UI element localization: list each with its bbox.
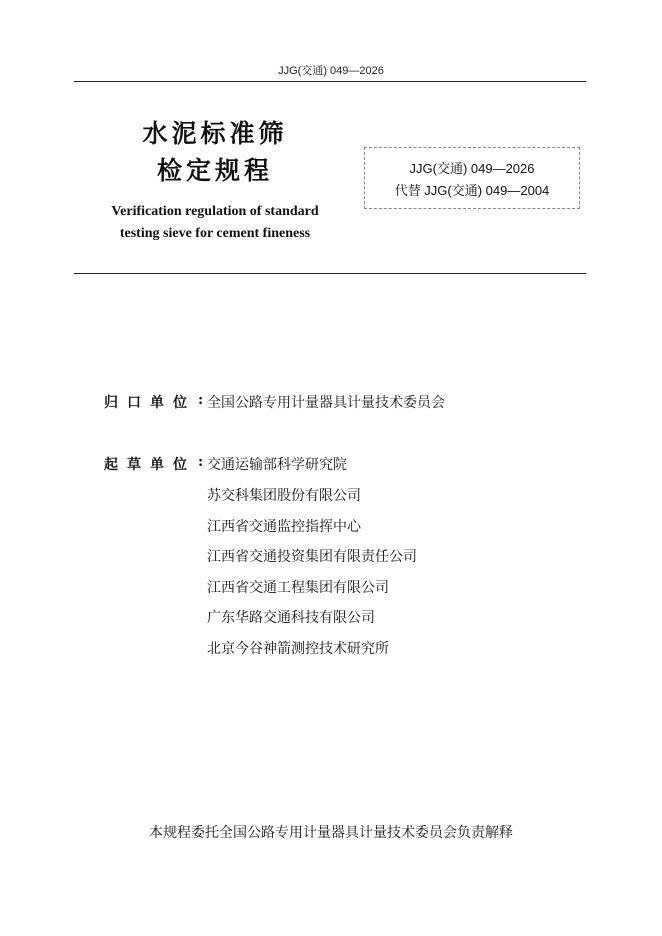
responsible-unit-value: 全国公路专用计量器具计量技术委员会	[207, 395, 445, 411]
title-en-line2: testing sieve for cement fineness	[119, 226, 311, 241]
standard-code-box	[364, 147, 580, 209]
title-cn-line2: 检定规程	[156, 156, 273, 185]
top-rule	[74, 81, 586, 82]
drafting-units-colon: :	[198, 454, 204, 470]
drafting-unit-item: 江西省交通投资集团有限责任公司	[207, 549, 417, 565]
drafting-unit-item: 江西省交通监控指挥中心	[207, 519, 361, 535]
title-cn-line1: 水泥标准筛	[142, 119, 288, 148]
drafting-unit-item: 广东华路交通科技有限公司	[207, 610, 375, 626]
title-en-line1: Verification regulation of standard	[111, 204, 319, 219]
replaced-standard-code: 代替 JJG(交通) 049—2004	[394, 183, 550, 198]
drafting-unit-item: 北京今谷神箭测控技术研究所	[207, 641, 389, 657]
title-bottom-rule	[74, 273, 586, 274]
standard-code: JJG(交通) 049—2026	[409, 161, 535, 176]
responsible-unit-label: 归口单位	[104, 395, 196, 411]
header-standard-code: JJG(交通) 049—2026	[278, 65, 384, 77]
interpretation-note: 本规程委托全国公路专用计量器具计量技术委员会负责解释	[149, 825, 513, 841]
responsible-unit-colon: :	[198, 392, 204, 408]
drafting-unit-item: 苏交科集团股份有限公司	[207, 488, 361, 504]
drafting-unit-item: 交通运输部科学研究院	[207, 457, 347, 473]
drafting-units-label: 起草单位	[104, 457, 196, 473]
drafting-unit-item: 江西省交通工程集团有限公司	[207, 580, 389, 596]
